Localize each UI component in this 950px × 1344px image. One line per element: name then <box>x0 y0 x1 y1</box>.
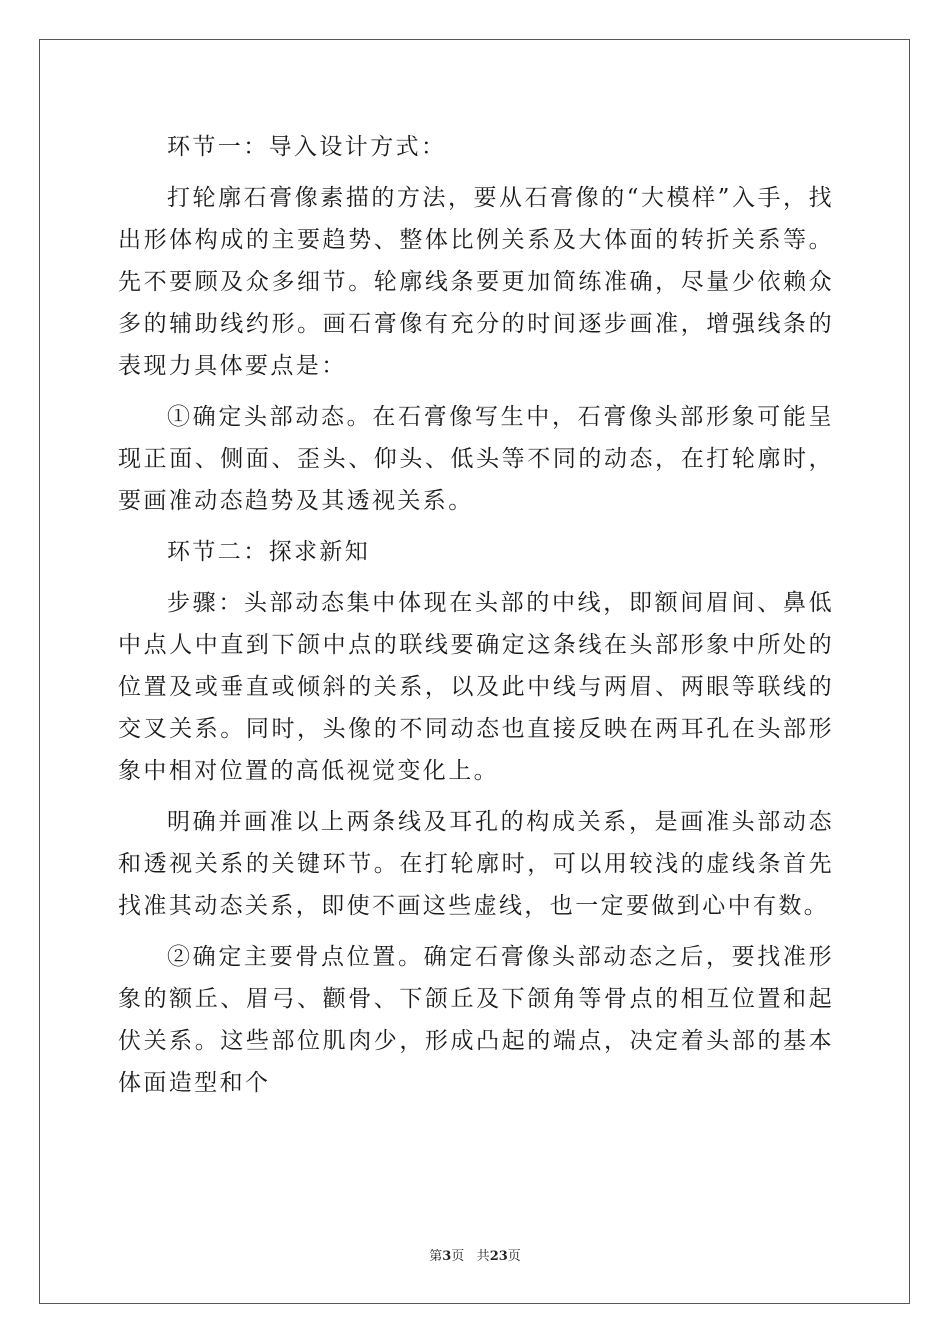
paragraph-section-one-heading: 环节一：导入设计方式： <box>167 134 447 160</box>
paragraph-outline-method: 打轮廓石膏像素描的方法，要从石膏像的“大模样”入手，找出形体构成的主要趋势、整体比例关系及大体面的转折关系等。先不要顾及众多细节。轮廓线条要更加简练准确，尽量少依赖众多的辅助线约形。画石膏像有充分的时间逐步画准，增强线条的表现力具体要点是： <box>118 185 834 379</box>
paragraph-bone-points: ②确定主要骨点位置。确定石膏像头部动态之后，要找准形象的额丘、眉弓、颧骨、下颌丘及下颌角等骨点的相互位置和起伏关系。这些部位肌肉少，形成凸起的端点，决定着头部的基本体面造型和个 <box>118 944 834 1096</box>
total-pages-number: 23 <box>489 1249 508 1264</box>
paragraph-key-link: 明确并画准以上两条线及耳孔的构成关系，是画准头部动态和透视关系的关键环节。在打轮廓时，可以用较浅的虚线条首先找准其动态关系，即使不画这些虚线，也一定要做到心中有数。 <box>118 809 834 919</box>
footer-total-suffix: 页 <box>507 1249 521 1264</box>
footer-page-suffix: 页 <box>451 1249 465 1264</box>
paragraph-head-dynamics: ①确定头部动态。在石膏像写生中，石膏像头部形象可能呈现正面、侧面、歪头、仰头、低头等不同的动态，在打轮廓时，要画准动态趋势及其透视关系。 <box>118 404 834 514</box>
footer-prefix: 第 <box>429 1249 443 1264</box>
paragraph-steps: 步骤：头部动态集中体现在头部的中线，即额间眉间、鼻低中点人中直到下颌中点的联线要确定这条线在头部形象中所处的位置及或垂直或倾斜的关系，以及此中线与两眉、两眼等联线的交叉关系。同时，头像的不同动态也直接反映在两耳孔在头部形象中相对位置的高低视觉变化上。 <box>118 590 834 784</box>
document-body <box>118 126 834 1113</box>
paragraph-section-two-heading: 环节二：探求新知 <box>167 539 371 565</box>
page-footer <box>0 1245 950 1264</box>
current-page-number: 3 <box>442 1249 452 1264</box>
footer-total-prefix: 共 <box>476 1249 490 1264</box>
